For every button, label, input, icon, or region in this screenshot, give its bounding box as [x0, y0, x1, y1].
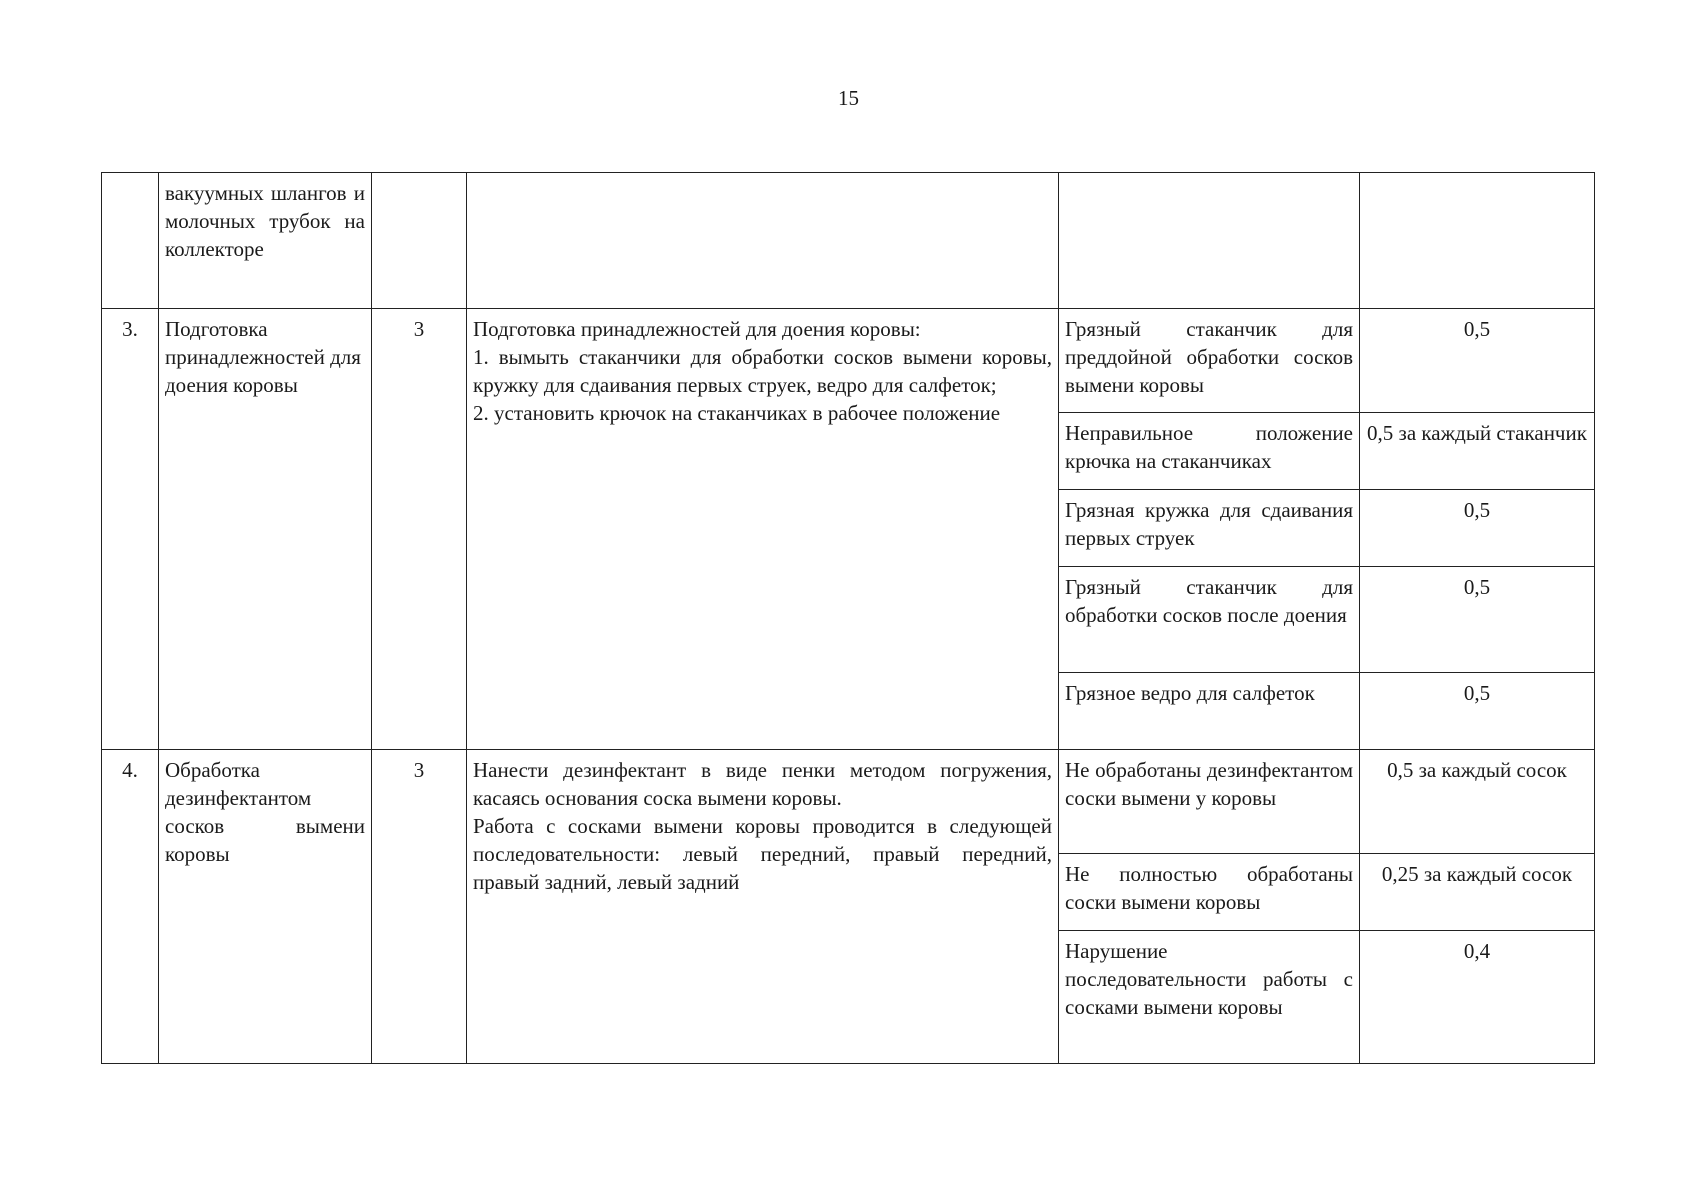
- cell-description: [467, 750, 1059, 1064]
- cell-error: Не обработаны дезинфектантом соски вымени у коровы: [1059, 750, 1360, 854]
- cell-criterion-name: Подготовка принадлежностей для доения коровы: [159, 309, 372, 750]
- description-intro: Нанести дезинфектант в виде пенки методом погружения, касаясь основания соска вымени коровы.: [473, 758, 1052, 810]
- cell-criterion-name: Обработка дезинфектантом сосков вымени коровы: [159, 750, 372, 1064]
- cell-num: 3.: [102, 309, 159, 750]
- table-row: [102, 750, 1595, 854]
- cell-points: 3: [372, 750, 467, 1064]
- cell-points: [372, 173, 467, 309]
- cell-penalty: 0,5: [1360, 567, 1595, 673]
- cell-penalty: 0,5: [1360, 490, 1595, 567]
- description-item: Работа с сосками вымени коровы проводится в следующей последовательности: левый передний, правый передний, правый задний, левый задний: [473, 814, 1052, 894]
- cell-penalty: [1360, 173, 1595, 309]
- cell-error: [1059, 173, 1360, 309]
- description-item: 1. вымыть стаканчики для обработки сосков вымени коровы, кружку для сдаивания первых струек, ведро для салфеток;: [473, 345, 1052, 397]
- cell-points: 3: [372, 309, 467, 750]
- cell-error: Грязный стаканчик для преддойной обработки сосков вымени коровы: [1059, 309, 1360, 413]
- cell-description: [467, 173, 1059, 309]
- cell-penalty: 0,5: [1360, 673, 1595, 750]
- cell-num: 4.: [102, 750, 159, 1064]
- description-item: 2. установить крючок на стаканчиках в рабочее положение: [473, 401, 1001, 425]
- cell-error: Грязная кружка для сдаивания первых струек: [1059, 490, 1360, 567]
- table-row: [102, 309, 1595, 413]
- cell-error: Грязное ведро для салфеток: [1059, 673, 1360, 750]
- cell-penalty: 0,5 за каждый сосок: [1360, 750, 1595, 854]
- cell-error: Грязный стаканчик для обработки сосков после доения: [1059, 567, 1360, 673]
- page-number: 15: [838, 86, 859, 110]
- cell-error: Неправильное положение крючка на стаканчиках: [1059, 413, 1360, 490]
- cell-description: [467, 309, 1059, 750]
- continuation-row: [102, 173, 1595, 309]
- cell-penalty: 0,5 за каждый стаканчик: [1360, 413, 1595, 490]
- cell-criterion-name: вакуумных шлангов и молочных трубок на коллекторе: [159, 173, 372, 309]
- cell-penalty: 0,4: [1360, 931, 1595, 1064]
- cell-penalty: 0,5: [1360, 309, 1595, 413]
- cell-penalty: 0,25 за каждый сосок: [1360, 854, 1595, 931]
- cell-num: [102, 173, 159, 309]
- cell-error: Не полностью обработаны соски вымени коровы: [1059, 854, 1360, 931]
- cell-error: Нарушение последовательности работы с сосками вымени коровы: [1059, 931, 1360, 1064]
- assessment-table: [101, 172, 1595, 1064]
- description-intro: Подготовка принадлежностей для доения коровы:: [473, 317, 921, 341]
